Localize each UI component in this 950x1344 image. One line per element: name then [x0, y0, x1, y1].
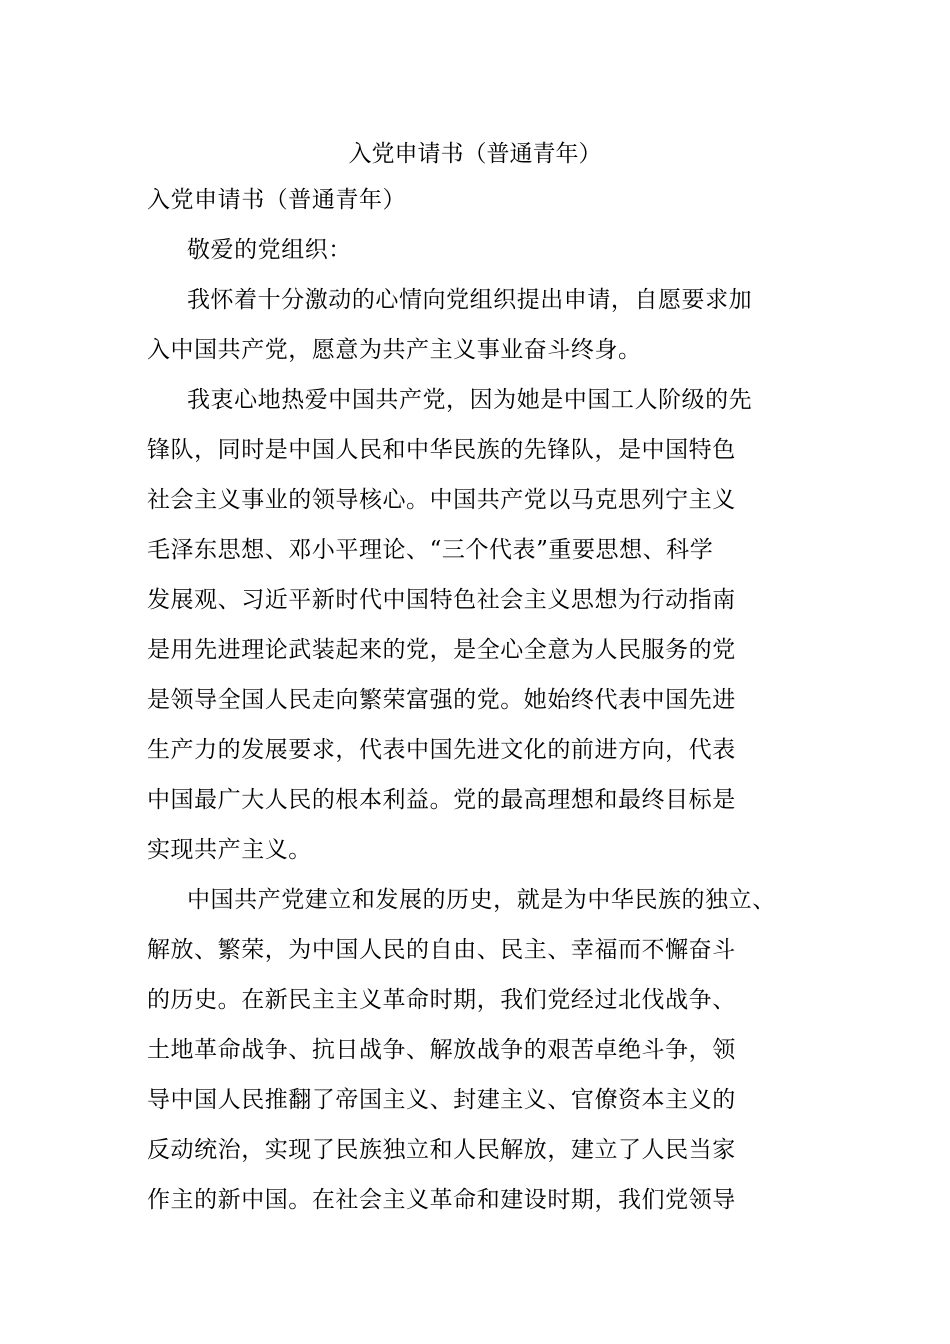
- paragraph-line: 我衷心地热爱中国共产党，因为她是中国工人阶级的先: [187, 387, 753, 413]
- paragraph-line: 生产力的发展要求，代表中国先进文化的前进方向，代表: [147, 737, 736, 763]
- paragraph-line: 的历史。在新民主主义革命时期，我们党经过北伐战争、: [147, 987, 736, 1013]
- paragraph-line: 实现共产主义。: [147, 837, 312, 863]
- paragraph-line: 作主的新中国。在社会主义革命和建设时期，我们党领导: [147, 1187, 736, 1213]
- paragraph-line: 反动统治，实现了民族独立和人民解放，建立了人民当家: [147, 1137, 736, 1163]
- paragraph-line: 解放、繁荣，为中国人民的自由、民主、幸福而不懈奋斗: [147, 937, 736, 963]
- page-title: 入党申请书（普通青年）: [348, 141, 602, 167]
- paragraph-line: 入中国共产党，愿意为共产主义事业奋斗终身。: [147, 337, 642, 363]
- paragraph-line: 发展观、习近平新时代中国特色社会主义思想为行动指南: [147, 587, 736, 613]
- paragraph-line: 毛泽东思想、邓小平理论、“三个代表”重要思想、科学: [147, 537, 714, 563]
- paragraph-line: 中国最广大人民的根本利益。党的最高理想和最终目标是: [147, 787, 736, 813]
- paragraph-line: 导中国人民推翻了帝国主义、封建主义、官僚资本主义的: [147, 1087, 736, 1113]
- paragraph-line: 锋队，同时是中国人民和中华民族的先锋队，是中国特色: [147, 437, 736, 463]
- paragraph-line: 是用先进理论武装起来的党，是全心全意为人民服务的党: [147, 637, 736, 663]
- paragraph-line: 社会主义事业的领导核心。中国共产党以马克思列宁主义: [147, 487, 736, 513]
- paragraph-line: 中国共产党建立和发展的历史，就是为中华民族的独立、: [187, 887, 776, 913]
- salutation: 敬爱的党组织：: [187, 237, 352, 263]
- paragraph-line: 土地革命战争、抗日战争、解放战争的艰苦卓绝斗争，领: [147, 1037, 736, 1063]
- document-subtitle: 入党申请书（普通青年）: [147, 187, 407, 213]
- paragraph-line: 是领导全国人民走向繁荣富强的党。她始终代表中国先进: [147, 687, 736, 713]
- paragraph-line: 我怀着十分激动的心情向党组织提出申请，自愿要求加: [187, 287, 753, 313]
